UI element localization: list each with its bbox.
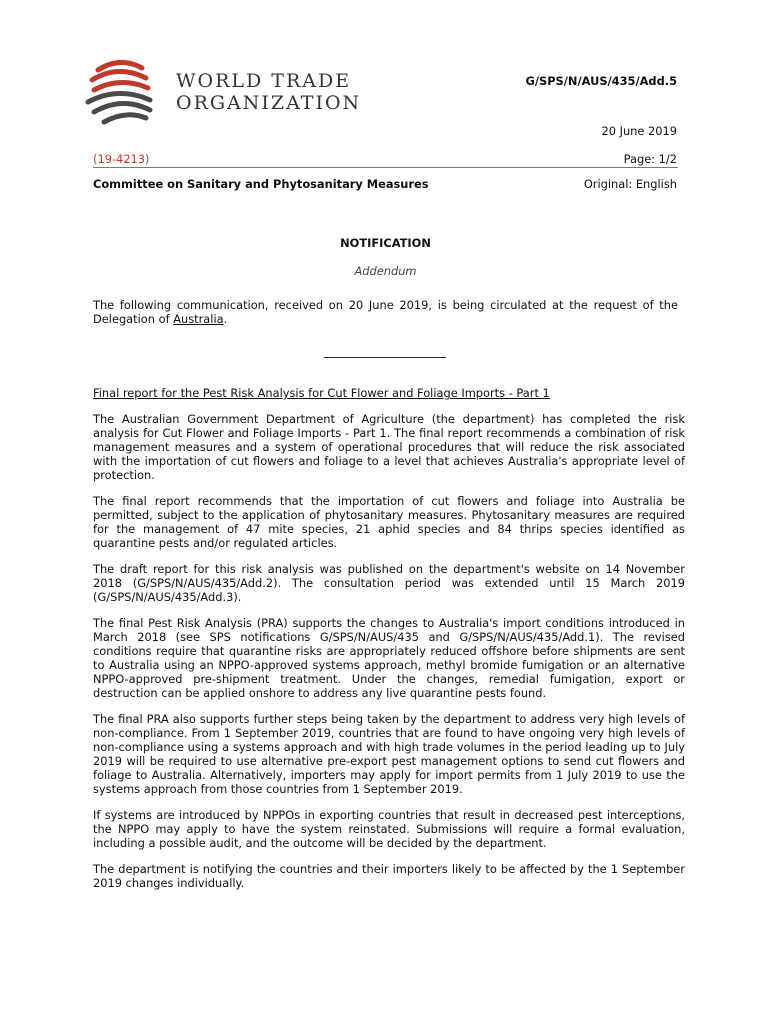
- delegation-link[interactable]: Australia: [173, 312, 224, 326]
- body-paragraph: The final PRA also supports further steps being taken by the department to address very high levels of non-compliance. From 1 September 2019, countries that are found to have ongoing very high levels of non-compliance using a systems approach and with high trade volumes in the period leading up to July 2019 will be required to use alternative pre-export pest management options to send cut flowers and foliage to Australia. Alternatively, importers may apply for import permits from 1 July 2019 to use the systems approach from those countries from 1 September 2019.: [93, 712, 685, 796]
- document-number: (19-4213): [93, 152, 150, 166]
- report-title: Final report for the Pest Risk Analysis for Cut Flower and Foliage Imports - Part 1: [93, 386, 550, 400]
- document-symbol: G/SPS/N/AUS/435/Add.5: [525, 74, 677, 88]
- addendum-subheading: Addendum: [354, 264, 417, 278]
- body-paragraph: The draft report for this risk analysis was published on the department's website on 14 November 2018 (G/SPS/N/AUS/435/Add.2). The consultation period was extended until 15 March 2019 (G/SPS/N/AUS/435/Add.3).: [93, 562, 685, 604]
- wto-logo: [84, 58, 362, 128]
- body-paragraph: The Australian Government Department of Agriculture (the department) has completed the risk analysis for Cut Flower and Foliage Imports - Part 1. The final report recommends a combination of risk management measures and a system of operational procedures that will reduce the risk associated with the importation of cut flowers and foliage to a level that achieves Australia's appropriate level of protection.: [93, 412, 685, 482]
- org-name-line1: WORLD TRADE: [176, 70, 352, 92]
- intro-text: The following communication, received on 20 June 2019, is being circulated at the request of the Delegation of: [93, 298, 678, 326]
- header-divider: [93, 167, 678, 169]
- body-paragraph: The department is notifying the countries and their importers likely to be affected by the 1 September 2019 changes individually.: [93, 862, 685, 890]
- wto-emblem-icon: [84, 58, 174, 128]
- notification-heading: NOTIFICATION: [340, 236, 431, 250]
- body-paragraph: If systems are introduced by NPPOs in exporting countries that result in decreased pest interceptions, the NPPO may apply to have the system reinstated. Submissions will require a formal evaluation, including a possible audit, and the outcome will be decided by the department.: [93, 808, 685, 850]
- org-name-line2: ORGANIZATION: [176, 92, 362, 114]
- body-paragraph: The final report recommends that the importation of cut flowers and foliage into Australia be permitted, subject to the application of phytosanitary measures. Phytosanitary measures are required for the management of 47 mite species, 21 aphid species and 84 thrips species identified as quarantine pests and/or regulated articles.: [93, 494, 685, 550]
- committee-name: Committee on Sanitary and Phytosanitary Measures: [93, 177, 429, 191]
- document-date: 20 June 2019: [601, 124, 677, 138]
- section-separator: [324, 357, 446, 358]
- document-body: [93, 386, 685, 902]
- intro-paragraph: [93, 298, 678, 326]
- intro-end: .: [223, 312, 228, 326]
- page-indicator: Page: 1/2: [623, 152, 677, 166]
- original-language: Original: English: [583, 177, 677, 191]
- body-paragraph: The final Pest Risk Analysis (PRA) supports the changes to Australia's import conditions introduced in March 2018 (see SPS notifications G/SPS/N/AUS/435 and G/SPS/N/AUS/435/Add.1). The revised conditions require that quarantine risks are appropriately reduced offshore before shipments are sent to Australia using an NPPO-approved systems approach, methyl bromide fumigation or an alternative NPPO-approved pre-shipment treatment. Under the changes, remedial fumigation, export or destruction can be applied onshore to address any live quarantine pests found.: [93, 616, 685, 700]
